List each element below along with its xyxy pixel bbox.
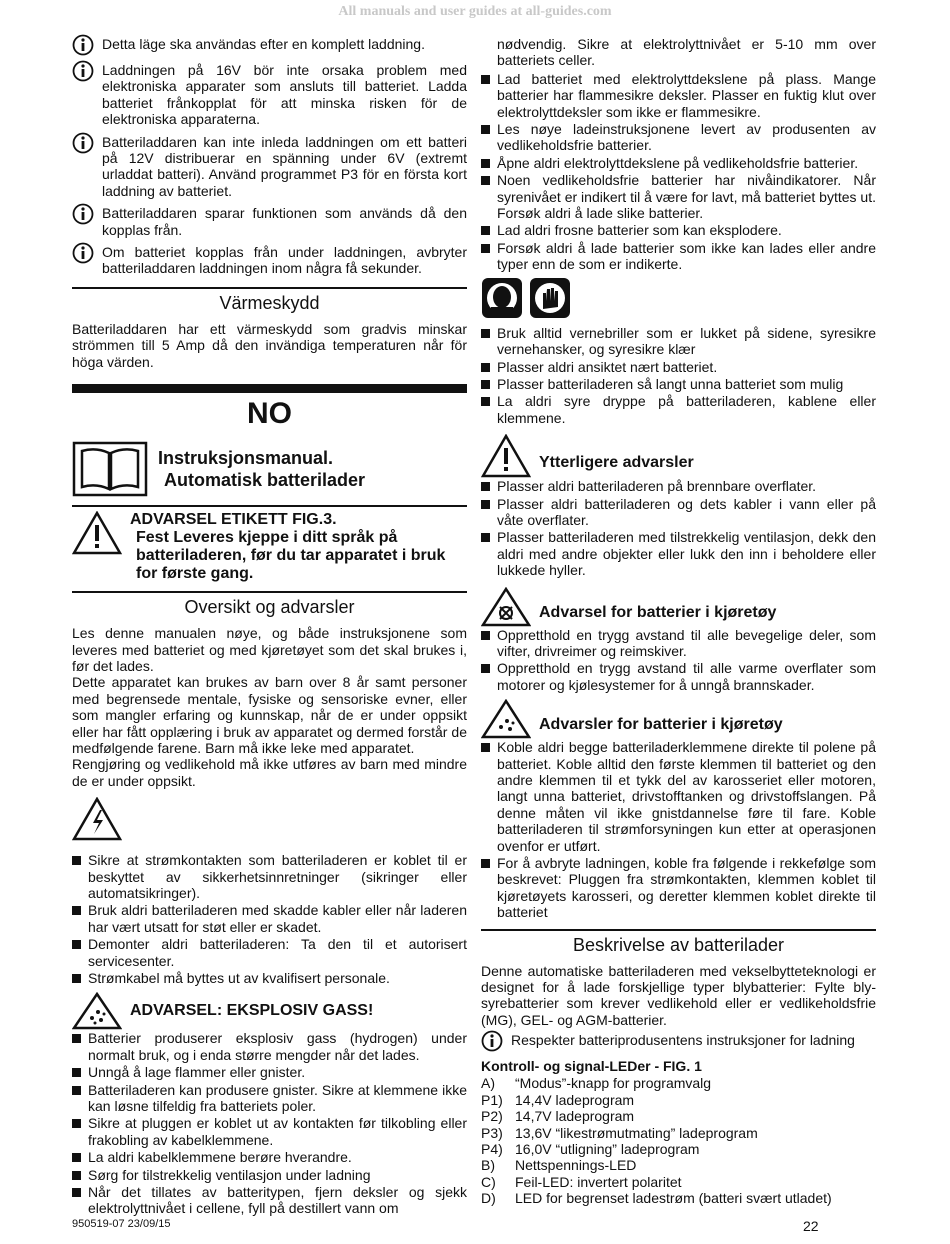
- led-value: Feil-LED: invertert polaritet: [515, 1173, 682, 1190]
- led-list-item: [481, 1157, 876, 1173]
- led-value: 16,0V “utligning” ladeprogram: [515, 1140, 700, 1157]
- vehicle-warning-title-1: Advarsel for batterier i kjøretøy: [539, 603, 777, 621]
- explosive-title: ADVARSEL: EKSPLOSIV GASS!: [130, 1002, 374, 1020]
- heat-protection-text: Batteriladdaren har ett värmeskydd som gradvis minskar strömmen till 5 Amp då den invändiga temperaturen når för höga värden.: [72, 320, 467, 370]
- overview-paragraph: Les denne manualen nøye, og både instruksjonene som leveres med batteriet og med kjøretøyet som det skal brukes i, før det lades.: [72, 625, 467, 674]
- bullet-square-icon: [72, 1068, 81, 1077]
- page-number: 22: [803, 1218, 819, 1234]
- led-list-item: [481, 1125, 876, 1141]
- bullet-item: [72, 1167, 467, 1183]
- bullet-square-icon: [72, 940, 81, 949]
- led-key: C): [481, 1173, 496, 1190]
- continued-text: nødvendig. Sikre at elektrolyttnivået er 5-10 mm over batteriets celler.: [497, 36, 876, 69]
- bullet-item: [72, 1149, 467, 1165]
- bullet-square-icon: [481, 500, 490, 509]
- bullet-square-icon: [481, 482, 490, 491]
- info-text: Batteriladdaren kan inte inleda laddningen om ett batteri på 12V distribuerar en spänning under 6V (extremt urladdat batteri). Använd programmet P3 för en första kort laddning av batteriet.: [102, 133, 467, 199]
- info-text: Laddningen på 16V bör inte orsaka problem med elektroniska apparater som ansluts till batteriet. Ladda batteriet frånkopplat för att minska risken för de elektroniska apparaterna.: [102, 62, 467, 128]
- vehicle-warning-header-2: [481, 699, 876, 739]
- bullet-square-icon: [481, 125, 490, 134]
- face-shield-icon: [481, 277, 523, 319]
- overview-paragraph: Rengjøring og vedlikehold må ikke utføres av barn med mindre de er under oppsikt.: [72, 756, 467, 789]
- bullet-item: [481, 121, 876, 154]
- led-key: B): [481, 1157, 495, 1174]
- bullet-square-icon: [481, 363, 490, 372]
- explosive-bullets: [72, 1030, 467, 1216]
- info-icon: [72, 34, 94, 56]
- led-key: P1): [481, 1091, 503, 1108]
- led-list: [481, 1075, 876, 1206]
- led-value: “Modus”-knapp for programvalg: [515, 1075, 712, 1092]
- led-key: P2): [481, 1108, 503, 1125]
- bullet-item: [481, 496, 876, 529]
- bullet-item: [481, 376, 876, 392]
- explosive-gas-icon: [481, 699, 531, 739]
- bullet-square-icon: [481, 397, 490, 406]
- bullet-text: Batteriladeren kan produsere gnister. Sikre at klemmene ikke kan løsne tilfeldig fra batteriets poler.: [88, 1081, 467, 1115]
- led-value: 14,7V ladeprogram: [515, 1108, 635, 1125]
- explosive-header: [72, 992, 467, 1030]
- footer-code: 950519-07 23/09/15: [72, 1218, 171, 1230]
- bullet-item: [72, 970, 467, 986]
- bullet-text: Forsøk aldri å lade batterier som ikke kan lades eller andre typer enn de som er indikerte.: [497, 239, 876, 273]
- bullet-text: La aldri kabelklemmene berøre hverandre.: [88, 1149, 352, 1166]
- divider-bar: [72, 384, 467, 393]
- bullet-item: [481, 739, 876, 854]
- bullet-text: Plasser aldri batteriladeren på brennbare overflater.: [497, 478, 817, 495]
- bullet-text: Bruk alltid vernebriller som er lukket på sidene, syresikre vernehansker, og syresikre klær: [497, 324, 876, 358]
- gloves-icon: [529, 277, 571, 319]
- bullet-item: [72, 1030, 467, 1063]
- watermark: All manuals and user guides at all-guides.com: [338, 4, 612, 19]
- warning-triangle-icon: [72, 511, 122, 555]
- bullet-text: Sørg for tilstrekkelig ventilasjon under ladning: [88, 1166, 371, 1183]
- description-title: Beskrivelse av batterilader: [481, 929, 876, 959]
- manual-title-2: Automatisk batterilader: [164, 470, 366, 491]
- label-warning: [72, 505, 467, 583]
- overview-paragraph: Dette apparatet kan brukes av barn over 8 år samt personer med begrensede mentale, fysiske og sensoriske evner, eller som mangler erfaring og kunnskap, når de er under oppsikt eller har fått opplæring i bruk av apparatet og dermed forstår de medfølgende farene. Barn må ikke leke med apparatet.: [72, 674, 467, 756]
- bullet-text: Oppretthold en trygg avstand til alle bevegelige deler, som vifter, drivreimer og reimskiver.: [497, 626, 876, 659]
- bullet-item: [481, 660, 876, 693]
- protection-bullets: [481, 325, 876, 426]
- bullet-square-icon: [481, 244, 490, 253]
- bullet-text: Batterier produserer eksplosiv gass (hydrogen) under normalt bruk, og i enda større mengder når det lades.: [88, 1030, 467, 1063]
- ppe-icons: [481, 277, 876, 319]
- led-key: A): [481, 1075, 495, 1092]
- bullet-square-icon: [481, 631, 490, 640]
- bullet-item: [72, 902, 467, 935]
- bullet-square-icon: [481, 159, 490, 168]
- bullet-square-icon: [481, 226, 490, 235]
- bullet-text: Strømkabel må byttes ut av kvalifisert personale.: [88, 970, 390, 986]
- bullet-item: [72, 1115, 467, 1148]
- heat-protection-title: Värmeskydd: [72, 287, 467, 317]
- bullet-item: [481, 172, 876, 221]
- bullet-text: Plasser batteriladeren med tilstrekkelig ventilasjon, dekk den aldri med andre objekter eller lukk den inn i beholdere eller lukkede hyller.: [497, 529, 876, 579]
- vehicle-warning-title-2: Advarsler for batterier i kjøretøy: [539, 716, 783, 734]
- vehicle-warning-header-1: [481, 587, 876, 627]
- bullet-item: [72, 852, 467, 901]
- bullet-item: [72, 936, 467, 969]
- bullet-item: [481, 222, 876, 238]
- led-list-item: [481, 1141, 876, 1157]
- overview-paragraphs: [72, 625, 467, 789]
- language-code: NO: [247, 397, 292, 431]
- bullet-item: [481, 240, 876, 273]
- bullet-square-icon: [481, 176, 490, 185]
- bullet-item: [481, 393, 876, 426]
- led-value: LED for begrenset ladestrøm (batteri svært utladet): [515, 1190, 832, 1207]
- bullet-text: Noen vedlikeholdsfrie batterier har nivåindikatorer. Når syrenivået er indikert til å være for lavt, må batteriet byttes ut. Forsøk aldri å lade slike batterier.: [497, 172, 876, 222]
- bullet-square-icon: [72, 1034, 81, 1043]
- electric-bullets: [72, 852, 467, 986]
- description-text: Denne automatiske batteriladeren med vekselbytteteknologi er designet for å lade forskjellige typer blybatterier: Fylte bly-syrebatterier som krever vedlikehold eller er vedlikeholdsfrie (MG), GEL- og AGM-batterier.: [481, 962, 876, 1028]
- bullet-item: [481, 325, 876, 358]
- right-column: [481, 36, 876, 1207]
- bullet-text: Demonter aldri batteriladeren: Ta den til et autorisert servicesenter.: [88, 936, 467, 969]
- bullet-text: Når det tillates av batteritypen, fjern deksler og sjekk elektrolyttnivået i cellene, fyll på destillert vann om: [88, 1184, 467, 1217]
- vehicle-bullets-1: [481, 627, 876, 694]
- label-warning-text: Fest Leveres kjeppe i ditt språk på batteriladeren, før du tar apparatet i bruk for første gang.: [136, 529, 446, 583]
- led-title: Kontroll- og signal-LEDer - FIG. 1: [481, 1058, 702, 1075]
- label-warning-title: ADVARSEL ETIKETT FIG.3.: [130, 511, 337, 529]
- manual-title-1: Instruksjonsmanual.: [158, 448, 334, 469]
- led-list-item: [481, 1190, 876, 1206]
- led-list-item: [481, 1108, 876, 1124]
- bullet-item: [72, 1184, 467, 1217]
- bullet-item: [481, 855, 876, 921]
- bullet-item: [481, 155, 876, 171]
- bullet-item: [481, 478, 876, 494]
- info-item: [72, 205, 467, 238]
- left-column: [72, 36, 467, 1218]
- bullet-text: Les nøye ladeinstruksjonene levert av produsenten av vedlikeholdsfrie batterier.: [497, 121, 876, 154]
- info-item: [72, 244, 467, 277]
- led-list-item: [481, 1075, 876, 1091]
- bullet-text: Plasser aldri batteriladeren og dets kabler i vann eller på våte overflater.: [497, 495, 876, 528]
- moving-parts-icon: [481, 587, 531, 627]
- bullet-item: [481, 529, 876, 578]
- bullet-item: [481, 71, 876, 120]
- battery-bullets: [481, 71, 876, 273]
- manual-header: [72, 441, 467, 497]
- bullet-square-icon: [72, 906, 81, 915]
- bullet-text: Sikre at strømkontakten som batteriladeren er koblet til er beskyttet av sikkerhetsinnretninger (sikringer eller automatsikringer).: [88, 852, 467, 901]
- further-warnings-title: Ytterligere advarsler: [539, 454, 694, 472]
- info-icon: [72, 132, 94, 154]
- bullet-square-icon: [481, 743, 490, 752]
- led-value: 13,6V “likestrømutmating” ladeprogram: [515, 1124, 758, 1141]
- info-text: Batteriladdaren sparar funktionen som används då den kopplas från.: [102, 205, 467, 238]
- manual-book-icon: [72, 441, 148, 497]
- bullet-square-icon: [72, 1171, 81, 1180]
- bullet-square-icon: [72, 856, 81, 865]
- explosive-gas-icon: [72, 992, 122, 1030]
- bullet-square-icon: [72, 1188, 81, 1197]
- warning-triangle-icon: [481, 434, 531, 478]
- further-warnings-header: [481, 434, 876, 478]
- bullet-square-icon: [481, 75, 490, 84]
- bullet-item: [481, 627, 876, 660]
- description-info: [481, 1032, 876, 1052]
- bullet-text: Bruk aldri batteriladeren med skadde kabler eller når laderen har vært utsatt for støt eller er skadet.: [88, 902, 467, 935]
- led-value: Nettspennings-LED: [515, 1157, 637, 1174]
- led-list-item: [481, 1174, 876, 1190]
- bullet-square-icon: [481, 859, 490, 868]
- bullet-text: La aldri syre dryppe på batteriladeren, kablene eller klemmene.: [497, 393, 876, 426]
- info-icon: [481, 1030, 503, 1052]
- bullet-text: Unngå å lage flammer eller gnister.: [88, 1064, 306, 1081]
- info-icon: [72, 203, 94, 225]
- bullet-item: [72, 1064, 467, 1080]
- info-item: [72, 62, 467, 128]
- info-icon: [72, 242, 94, 264]
- bullet-text: Plasser aldri ansiktet nært batteriet.: [497, 358, 718, 375]
- bullet-item: [481, 359, 876, 375]
- info-item: [72, 36, 467, 56]
- bullet-text: Lad aldri frosne batterier som kan eksplodere.: [497, 222, 782, 239]
- bullet-text: Plasser batteriladeren så langt unna batteriet som mulig: [497, 375, 844, 392]
- bullet-text: Åpne aldri elektrolyttdekslene på vedlikeholdsfrie batterier.: [497, 154, 859, 171]
- info-list: [72, 36, 467, 277]
- led-key: P4): [481, 1140, 503, 1157]
- led-key: D): [481, 1190, 496, 1207]
- info-icon: [72, 60, 94, 82]
- further-bullets: [481, 478, 876, 578]
- bullet-square-icon: [481, 380, 490, 389]
- info-text: Om batteriet kopplas från under laddningen, avbryter batteriladdaren laddningen inom några få sekunder.: [102, 244, 467, 277]
- description-info-text: Respekter batteriprodusentens instruksjoner for ladning: [511, 1032, 855, 1049]
- vehicle-bullets-2: [481, 739, 876, 920]
- electric-hazard-icon: [72, 797, 122, 841]
- bullet-text: For å avbryte ladningen, koble fra følgende i rekkefølge som beskrevet: Pluggen fra strømkontakten, klemmen koblet til kjøretøyets karosseri, og deretter klemmen koblet direkte til batteriet: [497, 855, 876, 921]
- led-list-item: [481, 1092, 876, 1108]
- bullet-square-icon: [72, 1153, 81, 1162]
- info-item: [72, 134, 467, 200]
- bullet-square-icon: [72, 974, 81, 983]
- bullet-square-icon: [72, 1086, 81, 1095]
- overview-title: Oversikt og advarsler: [72, 591, 467, 621]
- bullet-square-icon: [481, 533, 490, 542]
- info-text: Detta läge ska användas efter en komplett laddning.: [102, 36, 425, 52]
- bullet-text: Lad batteriet med elektrolyttdekslene på plass. Mange batterier har flammesikre deksler. Plasser en fuktig klut over elektrolyttdeksler som ikke er flammesikre.: [497, 70, 876, 120]
- bullet-text: Koble aldri begge batteriladerklemmene direkte til polene på batteriet. Koble alltid den første klemmen til batteriet og den andre klemmen til et tykk del av karosseriet eller motoren, langt unna batteriet, drivstofftanken og drivstoffslangen. På denne måten vil ikke gnistdannelse føre til fare. Koble batteriladeren til strømforsyningen kun etter at operasjonen ovenfor er utført.: [497, 739, 876, 854]
- led-value: 14,4V ladeprogram: [515, 1091, 635, 1108]
- bullet-text: Oppretthold en trygg avstand til alle varme overflater som motorer og kjølesystemer for å unngå brannskader.: [497, 660, 876, 693]
- bullet-square-icon: [481, 329, 490, 338]
- bullet-square-icon: [72, 1119, 81, 1128]
- bullet-text: Sikre at pluggen er koblet ut av kontakten før tilkobling eller frakobling av kabelklemmene.: [88, 1115, 467, 1148]
- led-key: P3): [481, 1124, 503, 1141]
- bullet-item: [72, 1082, 467, 1115]
- bullet-square-icon: [481, 664, 490, 673]
